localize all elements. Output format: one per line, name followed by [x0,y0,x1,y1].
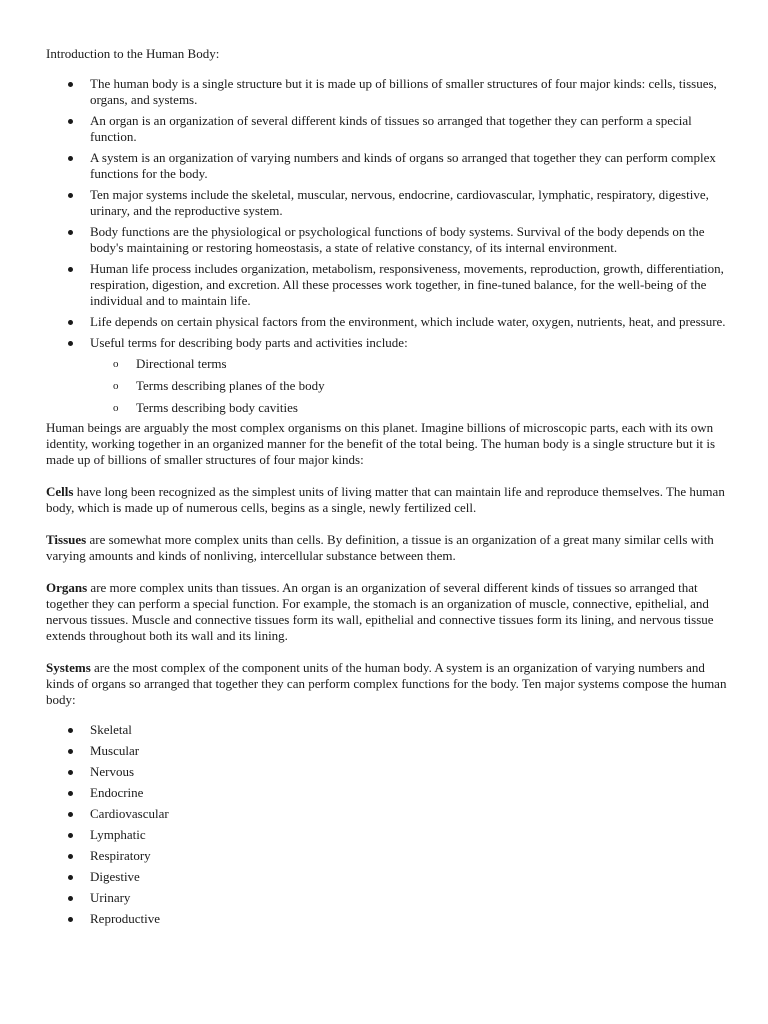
tissues-term: Tissues [46,532,87,547]
bullet-icon [68,770,73,775]
list-item-text: Skeletal [90,722,132,737]
tissues-paragraph [46,532,730,564]
bullet-icon [68,82,73,87]
systems-text: are the most complex of the component units of the human body. A system is an organization of varying numbers and kinds of organs so arranged that together they can perform complex functions for the body. Ten major systems compose the human body: [46,660,727,707]
bullet-icon [68,341,73,346]
sub-list-item [90,400,730,417]
bullet-icon [68,833,73,838]
list-item [46,827,730,848]
list-item [46,261,730,309]
list-item [46,785,730,806]
list-item [46,187,730,219]
list-item-text: Lymphatic [90,827,146,842]
systems-list [46,722,730,932]
list-item [46,224,730,256]
bullet-icon [68,193,73,198]
sub-list-item-text: Terms describing planes of the body [136,378,325,393]
list-item-text: Urinary [90,890,131,905]
bullet-icon [68,320,73,325]
list-item [46,335,730,417]
cells-text: have long been recognized as the simplest units of living matter that can maintain life and reproduce themselves. The human body, which is made up of numerous cells, begins as a single, newly fertilized cell. [46,484,725,515]
list-item-text: Body functions are the physiological or psychological functions of body systems. Survival of the body depends on the body's maintaining or restoring homeostasis, a state of relative constancy, of its internal environment. [90,224,705,255]
list-item [46,76,730,108]
list-item [46,150,730,182]
list-item-text: Reproductive [90,911,161,926]
list-item-text: Endocrine [90,785,144,800]
list-item-text: A system is an organization of varying numbers and kinds of organs so arranged that together they can perform complex functions for the body. [90,150,716,181]
bullet-icon [68,917,73,922]
sub-bullet-list [90,356,730,417]
bullet-icon [68,896,73,901]
sub-list-item [90,356,730,373]
hollow-bullet-icon: o [113,358,119,370]
list-item-text: Digestive [90,869,140,884]
list-item [46,722,730,743]
bullet-icon [68,156,73,161]
list-item-text: Nervous [90,764,135,779]
cells-paragraph [46,484,730,516]
bullet-icon [68,267,73,272]
list-item [46,806,730,827]
tissues-text: are somewhat more complex units than cells. By definition, a tissue is an organization of a great many similar cells with varying amounts and kinds of nonliving, intercellular substance between them. [46,532,714,563]
bullet-icon [68,119,73,124]
list-item-text: Respiratory [90,848,151,863]
organs-text: are more complex units than tissues. An organ is an organization of several different kinds of tissues so arranged that together they can perform a special function. For example, the stomach is an organization of muscle, connective, epithelial, and nervous tissues. Muscle and connective tissues form its wall, epithelial and connective tissues form its lining, and nervous tissue extends throughout both its wall and its lining. [46,580,714,643]
systems-paragraph [46,660,730,708]
sub-list-item [90,378,730,395]
list-item [46,869,730,890]
intro-paragraph: Human beings are arguably the most complex organisms on this planet. Imagine billions of microscopic parts, each with its own identity, working together in an organized manner for the benefit of the total being. The human body is a single structure but it is made up of billions of smaller structures of four major kinds: [46,420,716,467]
list-item-text: Cardiovascular [90,806,169,821]
list-item [46,113,730,145]
bullet-icon [68,812,73,817]
sub-list-item-text: Terms describing body cavities [136,400,298,415]
list-item [46,314,730,330]
bullet-icon [68,791,73,796]
bullet-icon [68,875,73,880]
cells-term: Cells [46,484,74,499]
list-item [46,890,730,911]
list-item-text: An organ is an organization of several different kinds of tissues so arranged that together they can perform a special function. [90,113,692,144]
hollow-bullet-icon: o [113,380,119,392]
list-item-text: Life depends on certain physical factors from the environment, which include water, oxygen, nutrients, heat, and pressure. [90,314,726,329]
list-item [46,743,730,764]
bullet-icon [68,230,73,235]
bullet-icon [68,854,73,859]
list-item-text: Ten major systems include the skeletal, muscular, nervous, endocrine, cardiovascular, lymphatic, respiratory, digestive, urinary, and the reproductive system. [90,187,709,218]
hollow-bullet-icon: o [113,402,119,414]
bullet-icon [68,749,73,754]
list-item-text: Human life process includes organization, metabolism, responsiveness, movements, reproduction, growth, differentiation, respiration, digestion, and excretion. All these processes work together, in fine-tuned balance, for the well-being of the individual and to maintain life. [90,261,724,308]
intro-bullet-list [46,76,730,417]
list-item-text: Muscular [90,743,140,758]
systems-term: Systems [46,660,91,675]
bullet-icon [68,728,73,733]
list-item [46,848,730,869]
document-title: Introduction to the Human Body: [46,46,220,61]
list-item-text: The human body is a single structure but it is made up of billions of smaller structures of four major kinds: cells, tissues, organs, and systems. [90,76,717,107]
list-item [46,764,730,785]
list-item-text: Useful terms for describing body parts and activities include: [90,335,408,350]
document-page [46,46,730,932]
sub-list-item-text: Directional terms [136,356,227,371]
organs-term: Organs [46,580,88,595]
list-item [46,911,730,932]
organs-paragraph [46,580,730,644]
